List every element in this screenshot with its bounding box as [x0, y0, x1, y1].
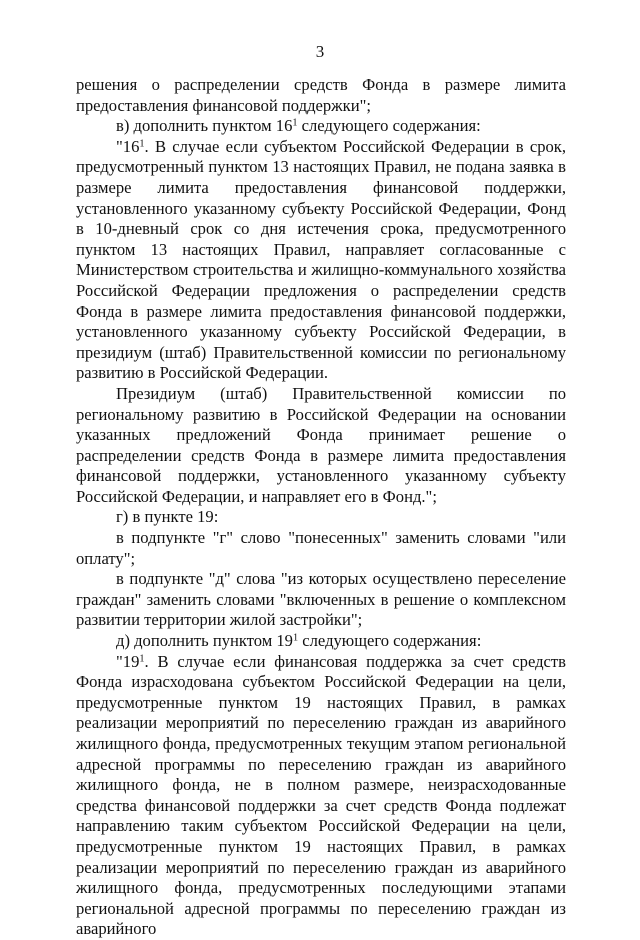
- superscript-index: 1: [292, 632, 299, 644]
- paragraph-clause-16-1: [76, 137, 566, 384]
- paragraph-text: в подпункте "г" слово "понесенных" заменить словами "или оплату";: [76, 528, 566, 568]
- paragraph-text: следующего содержания:: [298, 631, 482, 651]
- paragraph-text: решения о распределении средств Фонда в размере лимита предоставления финансовой поддержки";: [76, 75, 566, 115]
- paragraph-text: "16: [116, 136, 140, 156]
- paragraph-amendment-g: [76, 507, 566, 528]
- paragraph-text: следующего содержания:: [297, 116, 481, 136]
- paragraph-presidium: [76, 384, 566, 508]
- paragraph-text: д) дополнить пунктом 19: [116, 631, 293, 651]
- paragraph-amendment-v: [76, 116, 566, 137]
- paragraph-amendment-d: [76, 631, 566, 652]
- document-body: [76, 75, 566, 940]
- paragraph-text: . В случае если финансовая поддержка за счет средств Фонда израсходована субъектом Российской Федерации на цели, предусмотренные пунктом 19 настоящих Правил, в рамках реализации мероприятий по переселению граждан из аварийного жилищного фонда, предусмотренных текущим этапом региональной адресной программы по переселению граждан из аварийного жилищного фонда, не в полном размере, неизрасходованные средства финансовой поддержки за счет средств Фонда подлежат направлению таким субъектом Российской Федерации на цели, предусмотренные пунктом 19 настоящих Правил, в рамках реализации мероприятий по переселению граждан из аварийного жилищного фонда, предусмотренных последующими этапами региональной адресной программы по переселению граждан из аварийного: [76, 651, 566, 939]
- paragraph-text: г) в пункте 19:: [116, 507, 219, 527]
- paragraph-text: . В случае если субъектом Российской Федерации в срок, предусмотренный пунктом 13 настоящих Правил, не подана заявка в размере лимита предоставления финансовой поддержки, установленного указанному субъекту Российской Федерации, Фонд в 10-дневный срок со дня истечения срока, предусмотренного пунктом 13 настоящих Правил, направляет согласованные с Министерством строительства и жилищно-коммунального хозяйства Российской Федерации предложения о распределении средств Фонда в размере лимита предоставления финансовой поддержки, установленного указанному субъекту Российской Федерации, в президиум (штаб) Правительственной комиссии по региональному развитию в Российской Федерации.: [76, 136, 566, 383]
- paragraph-continuation: [76, 75, 566, 116]
- paragraph-text: в подпункте "д" слова "из которых осуществлено переселение граждан" заменить словами "включенных в решение о комплексном развитии территории жилой застройки";: [76, 569, 566, 630]
- paragraph-subclause-d: [76, 569, 566, 631]
- paragraph-clause-19-1: [76, 652, 566, 940]
- paragraph-subclause-g: [76, 528, 566, 569]
- paragraph-text: в) дополнить пунктом 16: [116, 116, 293, 136]
- superscript-index: 1: [292, 117, 298, 129]
- superscript-index: 1: [139, 652, 145, 664]
- paragraph-text: Президиум (штаб) Правительственной комиссии по региональному развитию в Российской Федерации на основании указанных предложений Фонда принимает решение о распределении средств Фонда в размере лимита предоставления финансовой поддержки, установленного указанному субъекту Российской Федерации, и направляет его в Фонд.";: [76, 383, 566, 506]
- page-number: 3: [315, 42, 325, 61]
- paragraph-text: "19: [116, 651, 140, 671]
- superscript-index: 1: [139, 138, 145, 150]
